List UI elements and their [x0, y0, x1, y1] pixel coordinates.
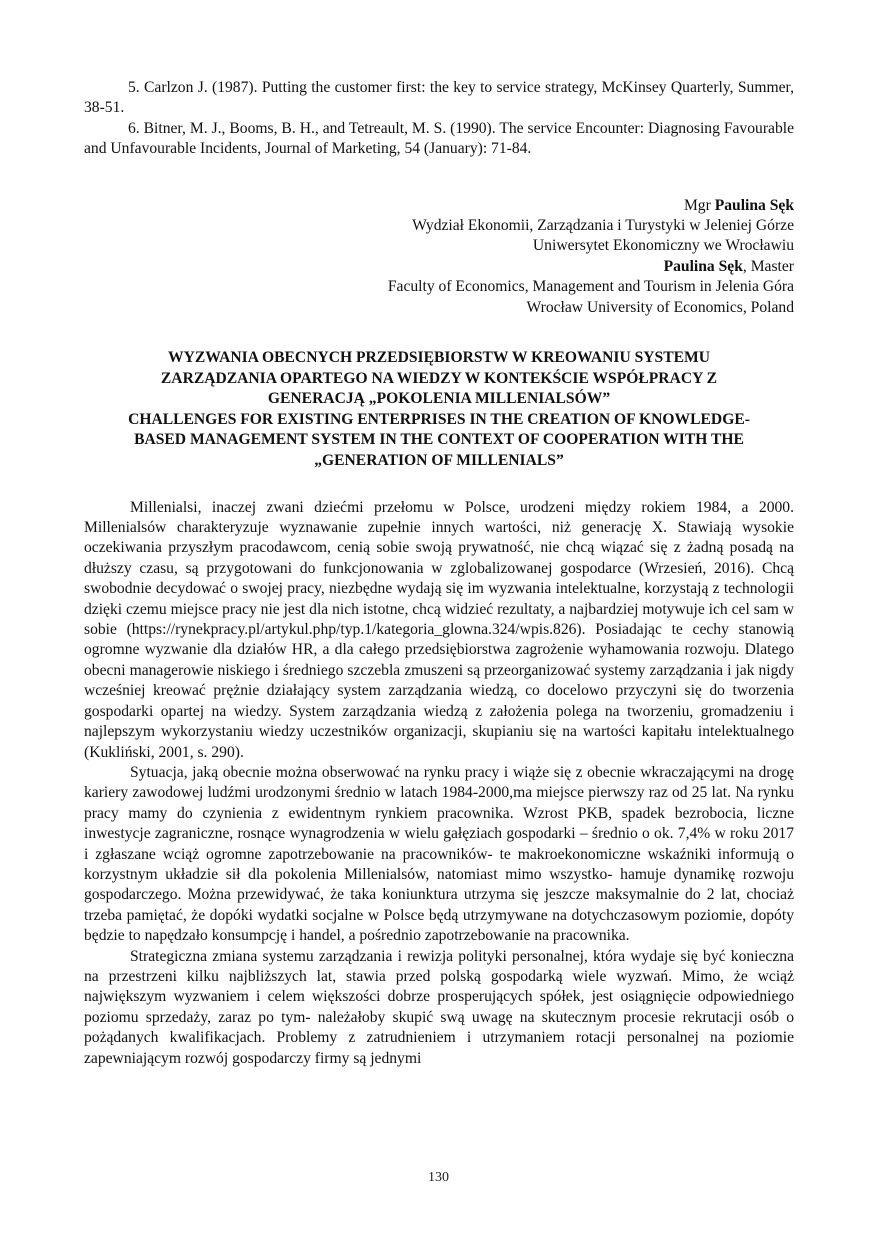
- title-pl-line: WYZWANIA OBECNYCH PRZEDSIĘBIORSTW W KREOWANIU SYSTEMU: [167, 349, 710, 367]
- title-en-line: BASED MANAGEMENT SYSTEM IN THE CONTEXT OF COOPERATION WITH THE: [134, 431, 744, 449]
- author-university-en: Wrocław University of Economics, Poland: [526, 298, 794, 316]
- body-paragraph: Sytuacja, jaką obecnie można obserwować na rynku pracy i wiąże się z obecnie wkraczającymi na drogę kariery zawodowej ludźmi urodzonymi średnio w latach 1984-2000,ma miejsce pierwszy raz od 25 lat. Na rynku pracy mamy do czynienia z ewidentnym rynkiem pracownika. Wzrost PKB, spadek bezrobocia, liczne inwestycje zagraniczne, rosnące wynagrodzenia w wielu gałęziach gospodarki – średnio o ok. 7,4% w roku 2017 i zgłaszane wciąż ogromne zapotrzebowanie na pracowników- te makroekonomiczne wskaźniki informują o korzystnym układzie sił dla pokolenia Millenialsów, natomiast mimo wszystko- hamuje dynamikę rozwoju gospodarczego. Można przewidywać, że taka koniunktura utrzyma się jeszcze maksymalnie do 2 lat, chociaż trzeba pamiętać, że dopóki wydatki socjalne w Polsce będą utrzymywane na dotychczasowym poziomie, dopóty będzie to napędzało konsumpcję i handel, a pośrednio zapotrzebowanie na pracownika.: [84, 763, 794, 945]
- author-faculty-pl: Wydział Ekonomii, Zarządzania i Turystyki w Jeleniej Górze: [412, 217, 794, 235]
- title-en-line: „GENERATION OF MILLENIALS”: [314, 452, 564, 470]
- page-number: 130: [428, 1170, 449, 1185]
- author-university-pl: Uniwersytet Ekonomiczny we Wrocławiu: [532, 237, 794, 255]
- body-paragraph: Strategiczna zmiana systemu zarządzania i rewizja polityki personalnej, która wydaje się być konieczna na przestrzeni kilku najbliższych lat, stawia przed polską gospodarką wiele wyzwań. Mimo, że wciąż największym wyzwaniem i celem większości dobrze prosperujących spółek, jest osiągnięcie odpowiedniego poziomu sprzedaży, zaraz po tym- należałoby skupić swą uwagę na skutecznym procesie rekrutacji osób o pożądanych kwalifikacjach. Problemy z zatrudnieniem i utrzymaniem rotacji personalnej na poziomie zapewniającym rozwój gospodarczy firmy są jednymi: [84, 947, 794, 1067]
- page-content: [84, 78, 794, 1069]
- body-paragraph: Millenialsi, inaczej zwani dziećmi przełomu w Polsce, urodzeni między rokiem 1984, a 2000. Millenialsów charakteryzuje wyznawanie zupełnie innych wartości, niż generację X. Stawiają wysokie oczekiwania przyszłym pracodawcom, cenią sobie swoją prywatność, nie chcą wiązać się z żadną posadą na dłuższy czasu, są przygotowani do funkcjonowania w zglobalizowanej gospodarce (Wrzesień, 2016). Chcą swobodnie decydować o swojej pracy, niezbędne wydają się im wyzwania intelektualne, korzystają z technologii dzięki czemu miejsce pracy nie jest dla nich istotne, chcą widzieć rezultaty, a najbardziej motywuje ich cel sam w sobie (https://rynekpracy.pl/artykul.php/typ.1/kategoria_glowna.324/wpis.826). Posiadając te cechy stanowią ogromne wyzwanie dla działów HR, a dla całego przedsiębiorstwa zagrożenie wyhamowania rozwoju. Dlatego obecni managerowie niskiego i średniego szczebla zmuszeni są przeorganizować systemy zarządzania i jak nigdy wcześniej kreować prężnie działający system zarządzania wiedzą, co docelowo przyczyni się do tworzenia gospodarki opartej na wiedzy. System zarządzania wiedzą z założenia polega na tworzeniu, gromadzeniu i najlepszym wykorzystaniu wiedzy uczestników organizacji, skupianiu się na wartości kapitału intelektualnego (Kukliński, 2001, s. 290).: [84, 498, 794, 761]
- reference-item: 5. Carlzon J. (1987). Putting the customer first: the key to service strategy, McKinsey Quarterly, Summer, 38-51.: [84, 79, 794, 117]
- reference-item: 6. Bitner, M. J., Booms, B. H., and Tetreault, M. S. (1990). The service Encounter: Diagnosing Favourable and Unfavourable Incidents, Journal of Marketing, 54 (January): 71-84.: [84, 119, 794, 158]
- author-line-en: [84, 257, 794, 277]
- author-name: Paulina Sęk: [714, 196, 794, 214]
- title-pl-line: ZARZĄDZANIA OPARTEGO NA WIEDZY W KONTEKŚCIE WSPÓŁPRACY Z: [160, 369, 718, 387]
- author-suffix: , Master: [742, 257, 794, 275]
- author-faculty-en: Faculty of Economics, Management and Tourism in Jelenia Góra: [387, 278, 794, 296]
- author-prefix: Mgr: [683, 196, 715, 214]
- reference-list: [84, 78, 794, 160]
- title-en-line: CHALLENGES FOR EXISTING ENTERPRISES IN THE CREATION OF KNOWLEDGE-: [128, 410, 750, 428]
- article-title: [84, 348, 794, 472]
- author-line-pl: [84, 196, 794, 216]
- author-name: Paulina Sęk: [663, 257, 743, 275]
- article-body: [84, 498, 794, 1069]
- title-pl-line: GENERACJĄ „POKOLENIA MILLENIALSÓW”: [267, 390, 611, 408]
- author-block: [84, 196, 794, 318]
